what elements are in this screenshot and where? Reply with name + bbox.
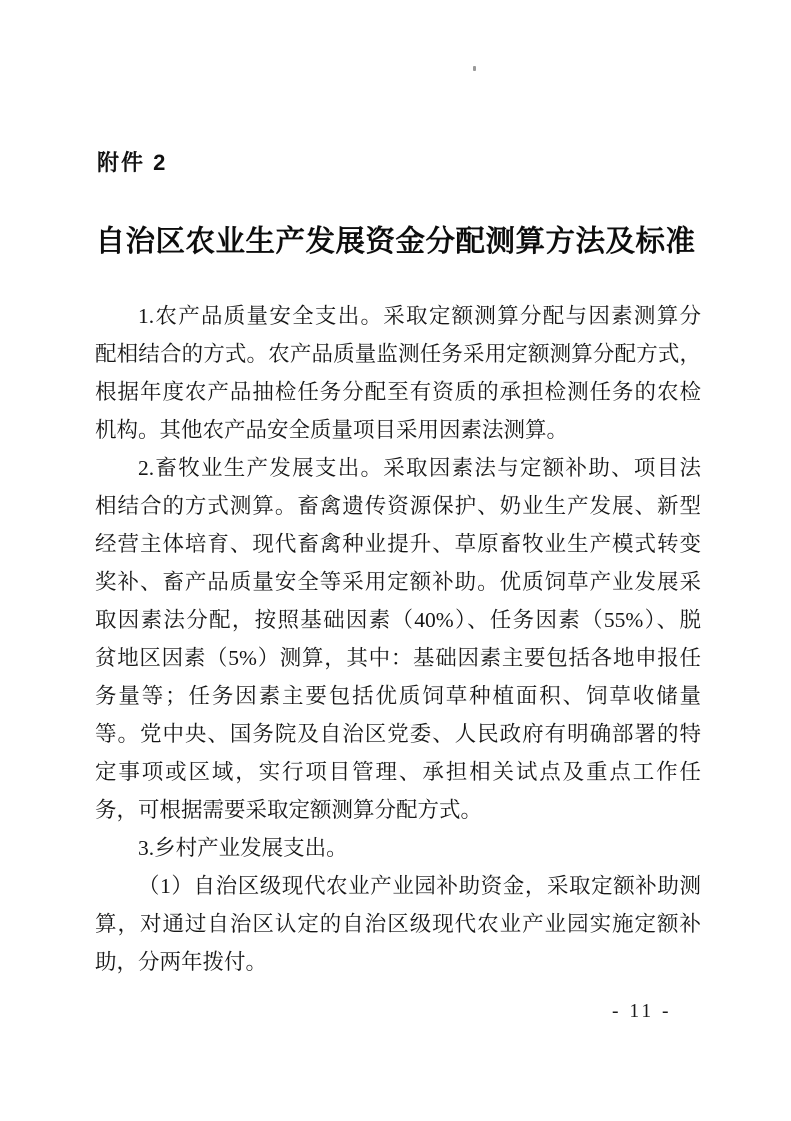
body-line: 定事项或区域，实行项目管理、承担相关试点及重点工作任 (95, 760, 701, 784)
body-line: 经营主体培育、现代畜禽种业提升、草原畜牧业生产模式转变 (95, 532, 701, 556)
paragraph-industrial-park (95, 867, 701, 981)
body-line: 3.乡村产业发展支出。 (138, 836, 348, 860)
document-title: 自治区农业生产发展资金分配测算方法及标准 (95, 226, 696, 258)
body-line: 2.畜牧业生产发展支出。采取因素法与定额补助、项目法 (138, 456, 701, 480)
body-line: 取因素法分配，按照基础因素（40%）、任务因素（55%）、脱 (95, 608, 701, 632)
body-line: 配相结合的方式。农产品质量监测任务采用定额测算分配方式， (95, 342, 701, 366)
body-line: 相结合的方式测算。畜禽遗传资源保护、奶业生产发展、新型 (95, 494, 701, 518)
document-body (95, 297, 701, 981)
body-line: 奖补、畜产品质量安全等采用定额补助。优质饲草产业发展采 (95, 570, 701, 594)
paragraph-animal-husbandry (95, 449, 701, 829)
body-line: 算，对通过自治区认定的自治区级现代农业产业园实施定额补 (95, 912, 701, 936)
page-number: - 11 - (612, 1001, 672, 1022)
paragraph-rural-industry (95, 829, 701, 867)
scan-speck-artifact (473, 66, 476, 71)
body-line: 根据年度农产品抽检任务分配至有资质的承担检测任务的农检 (95, 380, 701, 404)
body-line: 1.农产品质量安全支出。采取定额测算分配与因素测算分 (138, 304, 701, 328)
body-line: 务量等；任务因素主要包括优质饲草种植面积、饲草收储量 (95, 684, 701, 708)
body-line: 机构。其他农产品安全质量项目采用因素法测算。 (95, 418, 569, 442)
body-line: （1）自治区级现代农业产业园补助资金，采取定额补助测 (138, 874, 701, 898)
body-line: 务，可根据需要采取定额测算分配方式。 (95, 798, 483, 822)
attachment-label: 附件 2 (97, 150, 168, 175)
body-line: 等。党中央、国务院及自治区党委、人民政府有明确部署的特 (95, 722, 701, 746)
body-line: 贫地区因素（5%）测算，其中：基础因素主要包括各地申报任 (95, 646, 701, 670)
body-line: 助，分两年拨付。 (95, 950, 268, 974)
paragraph-quality-safety (95, 297, 701, 449)
